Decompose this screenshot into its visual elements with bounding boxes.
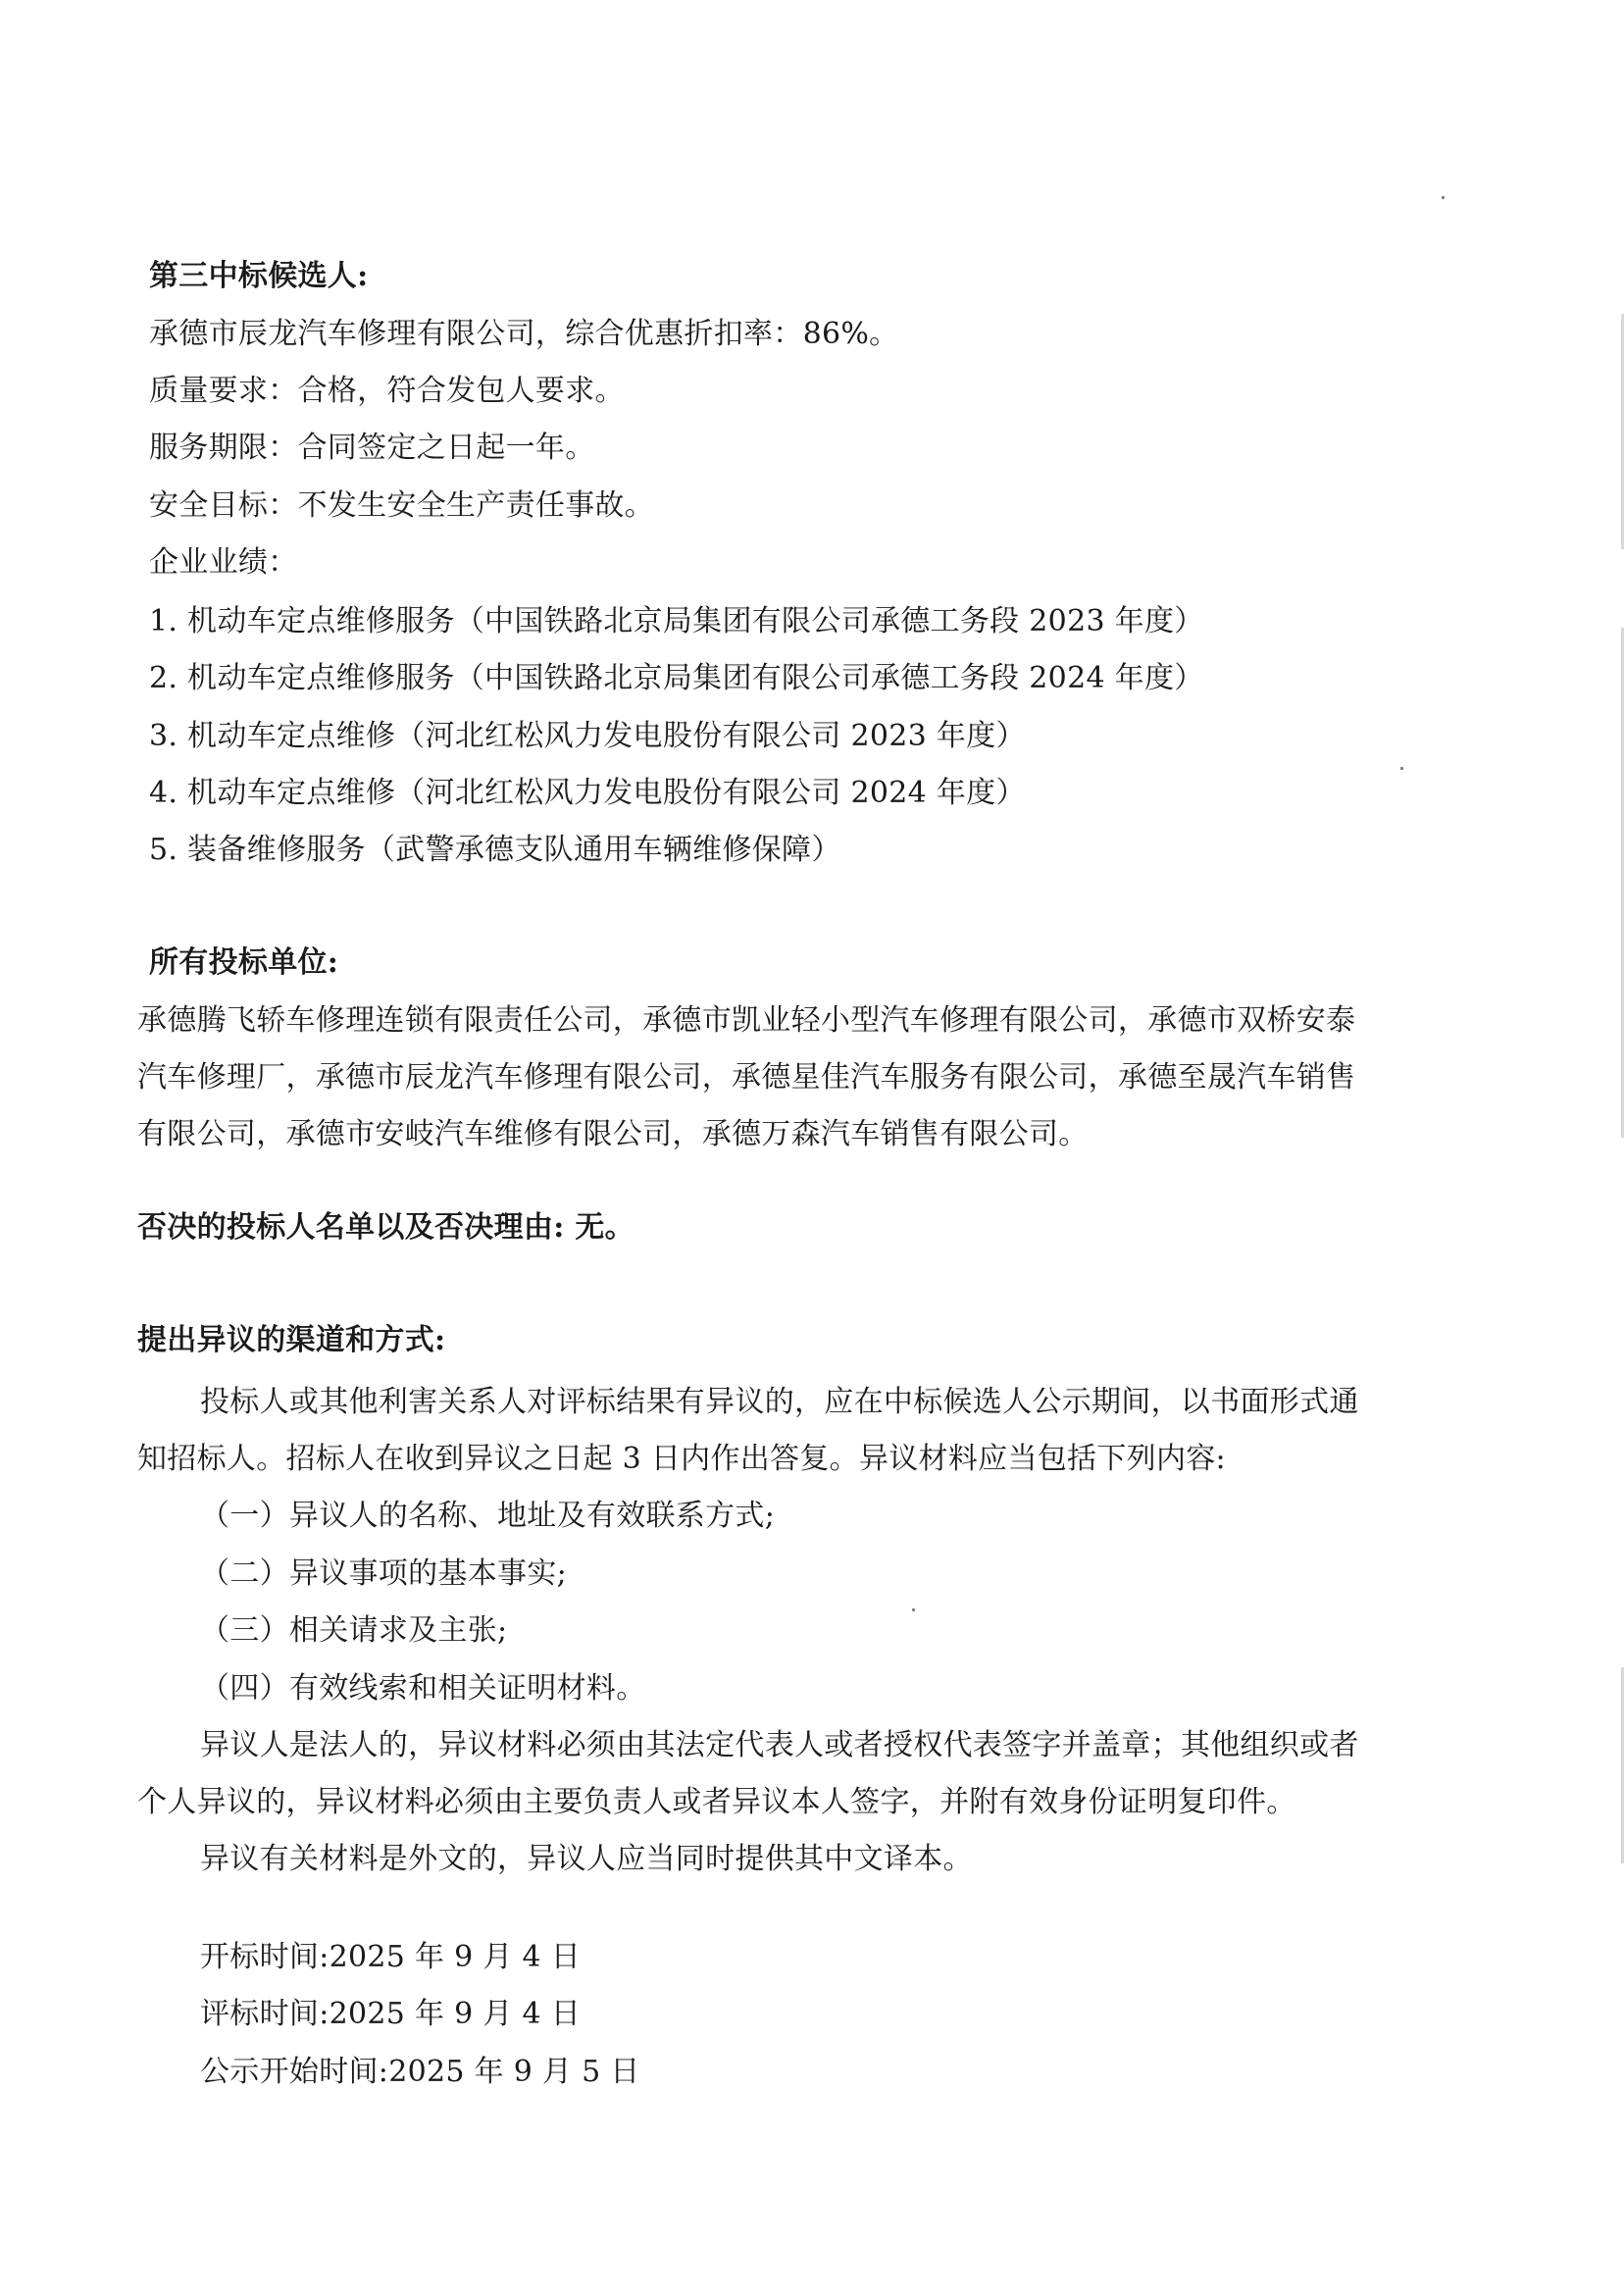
scan-speck bbox=[1442, 196, 1445, 199]
bidders-line: 汽车修理厂，承德市辰龙汽车修理有限公司，承德星佳汽车服务有限公司，承德至晟汽车销售 bbox=[137, 1060, 1356, 1095]
objection-heading: 提出异议的渠道和方式: bbox=[137, 1323, 446, 1357]
performance-item: 2. 机动车定点维修服务（中国铁路北京局集团有限公司承德工务段 2024 年度） bbox=[149, 661, 1204, 695]
safety-target: 安全目标：不发生安全生产责任事故。 bbox=[149, 488, 655, 523]
objection-paragraph: 投标人或其他利害关系人对评标结果有异议的，应在中标候选人公示期间，以书面形式通 bbox=[200, 1385, 1359, 1419]
objection-item: （二）异议事项的基本事实; bbox=[200, 1556, 568, 1591]
bidders-line: 承德腾飞轿车修理连锁有限责任公司，承德市凯业轻小型汽车修理有限公司，承德市双桥安泰 bbox=[137, 1003, 1356, 1038]
performance-item: 5. 装备维修服务（武警承德支队通用车辆维修保障） bbox=[149, 833, 841, 867]
performance-item: 4. 机动车定点维修（河北红松风力发电股份有限公司 2024 年度） bbox=[149, 776, 1026, 810]
scan-speck bbox=[912, 1608, 915, 1611]
objection-item: （一）异议人的名称、地址及有效联系方式; bbox=[200, 1499, 776, 1533]
evaluation-date: 评标时间:2025 年 9 月 4 日 bbox=[200, 1997, 582, 2031]
objection-paragraph: 异议人是法人的，异议材料必须由其法定代表人或者授权代表签字并盖章；其他组织或者 bbox=[200, 1728, 1359, 1762]
third-candidate-company: 承德市辰龙汽车修理有限公司，综合优惠折扣率：86%。 bbox=[149, 317, 899, 351]
third-candidate-heading: 第三中标候选人: bbox=[149, 259, 369, 293]
rejected-bidders: 否决的投标人名单以及否决理由: 无。 bbox=[137, 1210, 634, 1245]
performance-item: 1. 机动车定点维修服务（中国铁路北京局集团有限公司承德工务段 2023 年度） bbox=[149, 604, 1204, 638]
bidders-line: 有限公司，承德市安岐汽车维修有限公司，承德万森汽车销售有限公司。 bbox=[137, 1117, 1089, 1151]
objection-item: （三）相关请求及主张; bbox=[200, 1613, 508, 1648]
scan-speck bbox=[1400, 767, 1403, 770]
bid-opening-date: 开标时间:2025 年 9 月 4 日 bbox=[200, 1940, 582, 1974]
performance-item: 3. 机动车定点维修（河北红松风力发电股份有限公司 2023 年度） bbox=[149, 719, 1026, 753]
performance-heading: 企业业绩： bbox=[149, 545, 298, 580]
objection-paragraph: 个人异议的，异议材料必须由主要负责人或者异议本人签字，并附有效身份证明复印件。 bbox=[137, 1785, 1296, 1819]
quality-requirement: 质量要求：合格，符合发包人要求。 bbox=[149, 374, 625, 408]
publicity-start-date: 公示开始时间:2025 年 9 月 5 日 bbox=[200, 2055, 640, 2089]
objection-paragraph: 异议有关材料是外文的，异议人应当同时提供其中文译本。 bbox=[200, 1842, 973, 1876]
objection-item: （四）有效线索和相关证明材料。 bbox=[200, 1671, 646, 1706]
service-period: 服务期限：合同签定之日起一年。 bbox=[149, 431, 595, 465]
objection-paragraph: 知招标人。招标人在收到异议之日起 3 日内作出答复。异议材料应当包括下列内容: bbox=[137, 1442, 1226, 1476]
bidders-heading: 所有投标单位: bbox=[149, 945, 339, 980]
